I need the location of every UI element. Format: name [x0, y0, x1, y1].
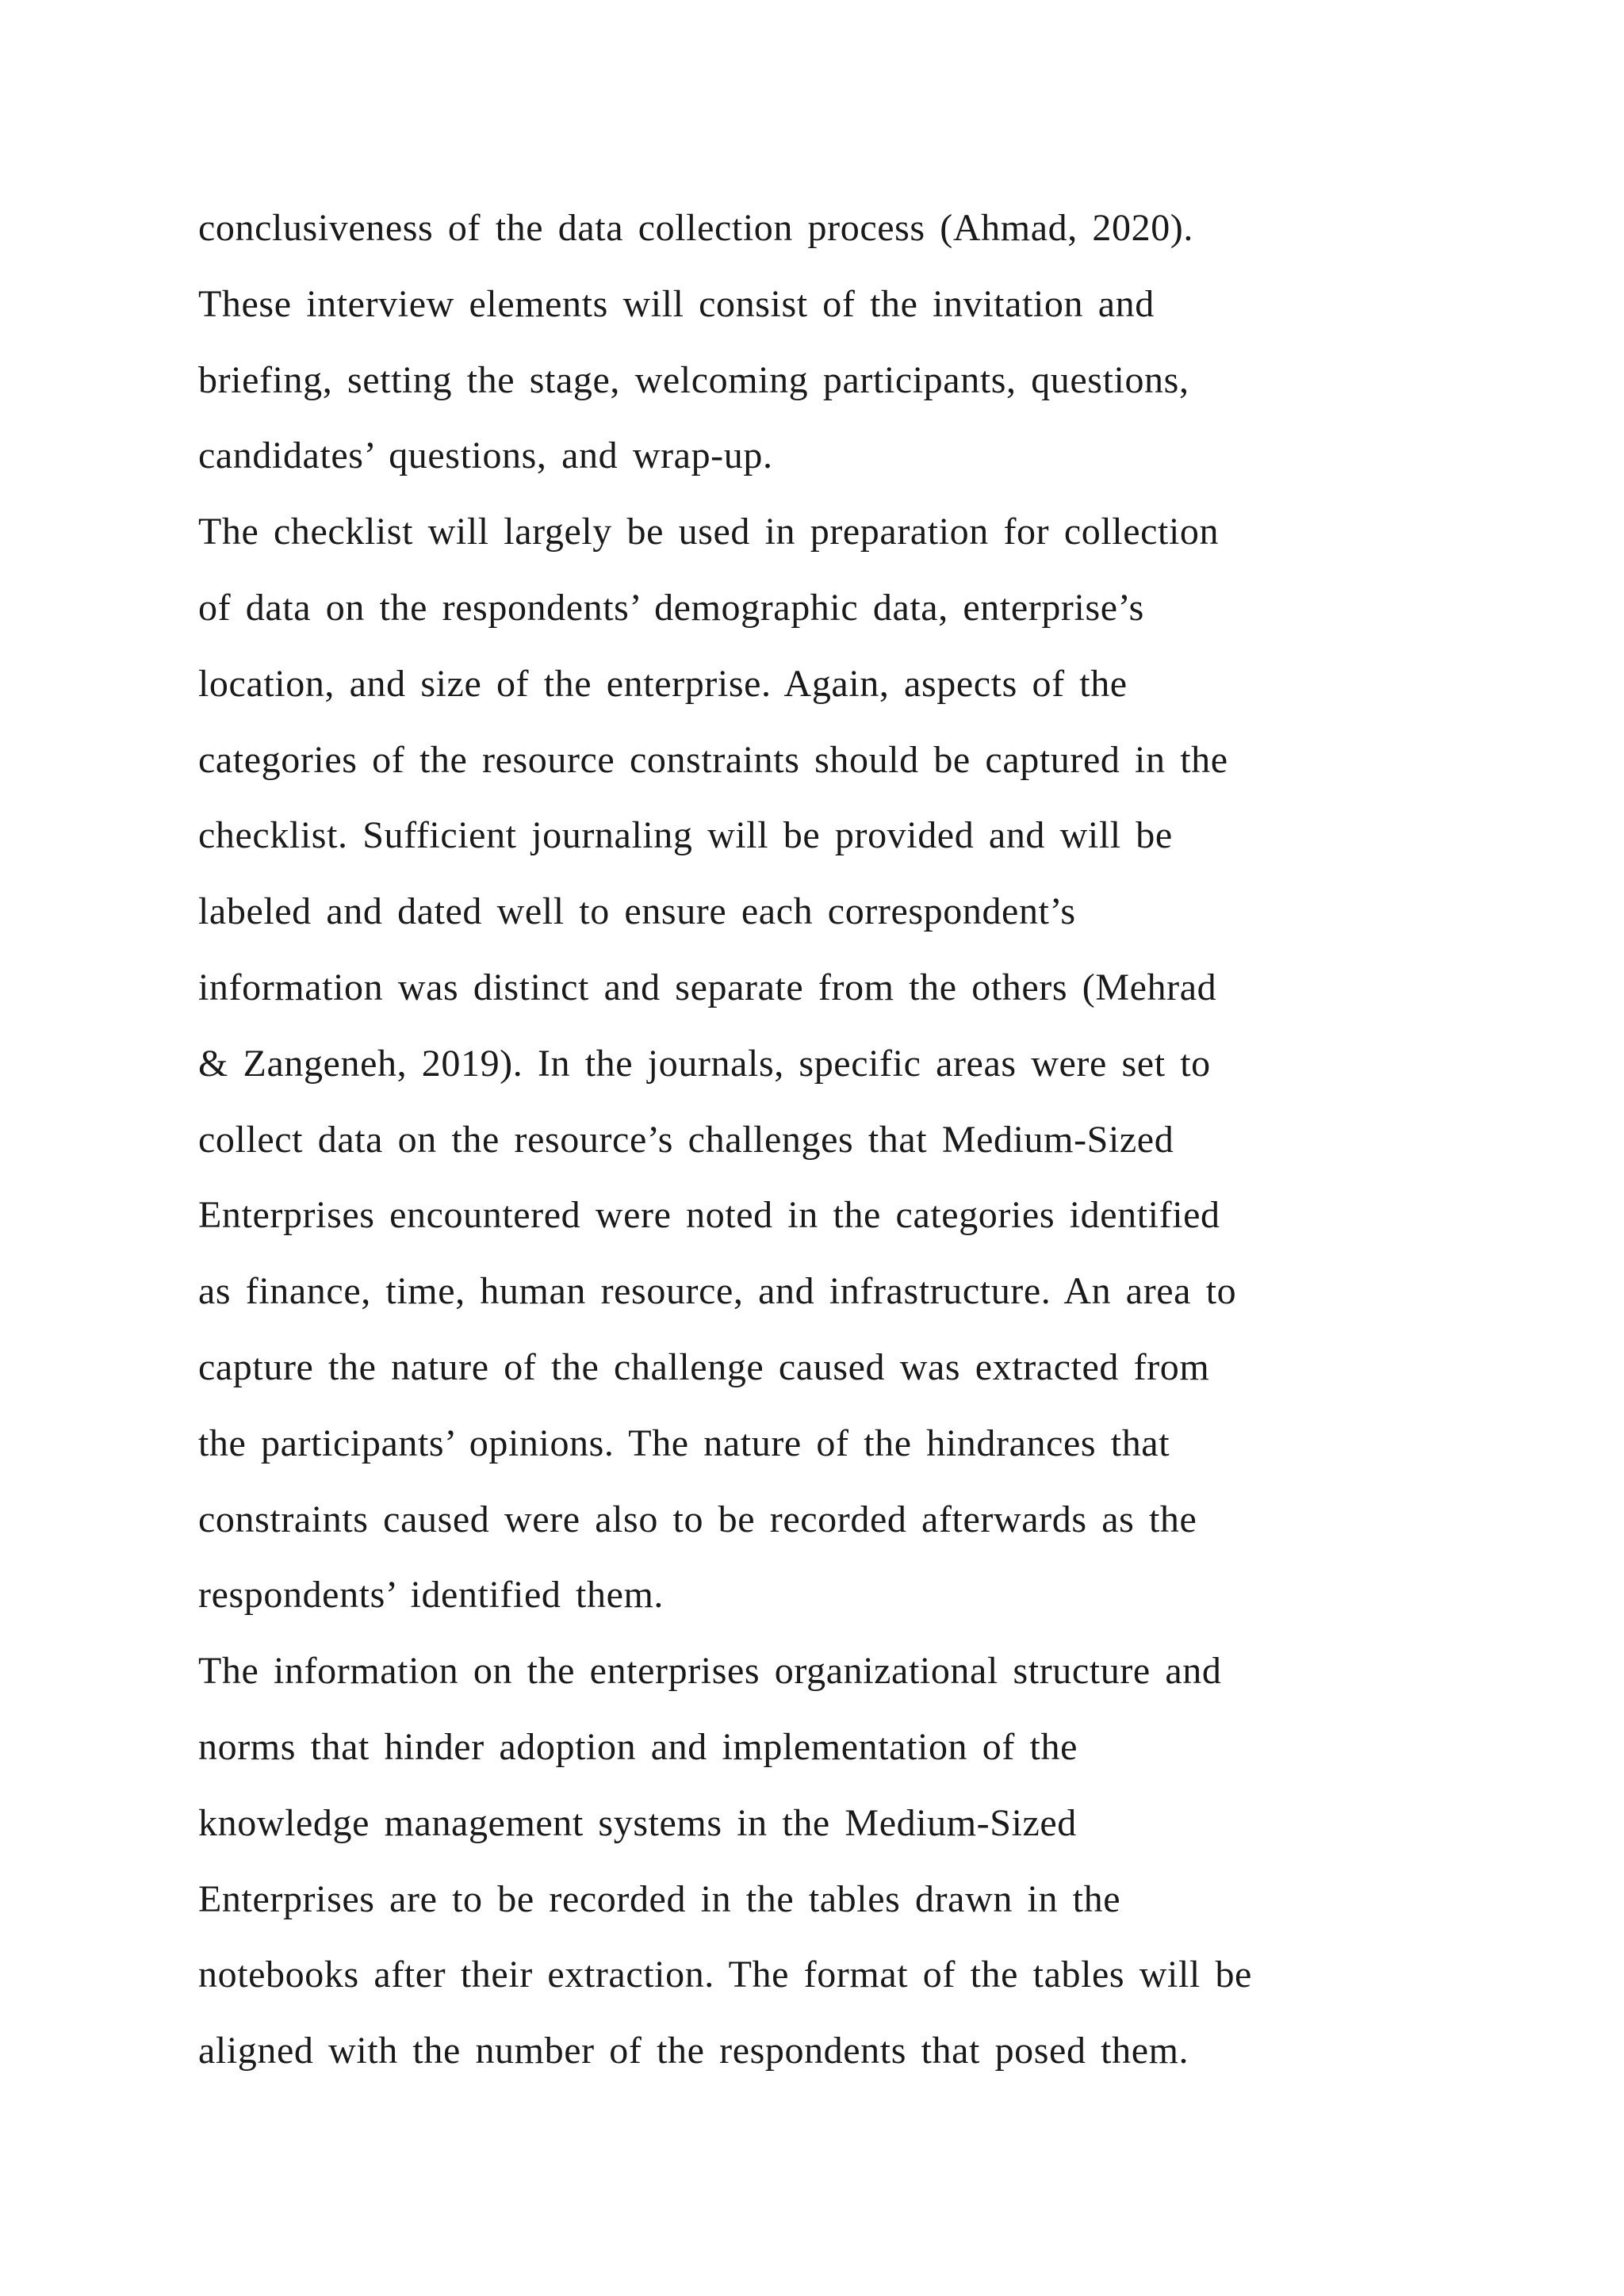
text-line: briefing, setting the stage, welcoming participants, questions, — [198, 358, 1189, 401]
text-line: capture the nature of the challenge caused was extracted from — [198, 1345, 1210, 1388]
text-line: of data on the respondents’ demographic data, enterprise’s — [198, 586, 1144, 629]
text-line: The information on the enterprises organizational structure and — [198, 1650, 1222, 1693]
text-line: norms that hinder adoption and implementation of the — [198, 1725, 1078, 1768]
text-line: knowledge management systems in the Medium-Sized — [198, 1801, 1077, 1844]
text-line: categories of the resource constraints should be captured in the — [198, 738, 1228, 781]
text-line: location, and size of the enterprise. Again, aspects of the — [198, 662, 1128, 705]
text-line: constraints caused were also to be recorded afterwards as the — [198, 1498, 1197, 1540]
text-line: These interview elements will consist of the invitation and — [198, 282, 1155, 325]
text-line: information was distinct and separate from the others (Mehrad — [198, 966, 1217, 1008]
body-text — [198, 190, 1467, 2089]
text-line: as finance, time, human resource, and infrastructure. An area to — [198, 1270, 1237, 1313]
text-line: respondents’ identified them. — [198, 1574, 665, 1617]
text-line: notebooks after their extraction. The format of the tables will be — [198, 1954, 1252, 1996]
text-line: labeled and dated well to ensure each correspondent’s — [198, 890, 1076, 933]
text-line: collect data on the resource’s challenges that Medium-Sized — [198, 1118, 1174, 1161]
text-line: Enterprises are to be recorded in the tables drawn in the — [198, 1877, 1121, 1920]
text-line: aligned with the number of the respondents that posed them. — [198, 2030, 1189, 2072]
text-line: conclusiveness of the data collection process (Ahmad, 2020). — [198, 207, 1193, 249]
text-line: The checklist will largely be used in preparation for collection — [198, 511, 1220, 553]
text-line: checklist. Sufficient journaling will be provided and will be — [198, 814, 1173, 857]
text-line: candidates’ questions, and wrap-up. — [198, 434, 773, 477]
text-line: the participants’ opinions. The nature of the hindrances that — [198, 1422, 1170, 1464]
text-line: Enterprises encountered were noted in the categories identified — [198, 1194, 1220, 1237]
text-line: & Zangeneh, 2019). In the journals, specific areas were set to — [198, 1042, 1211, 1085]
